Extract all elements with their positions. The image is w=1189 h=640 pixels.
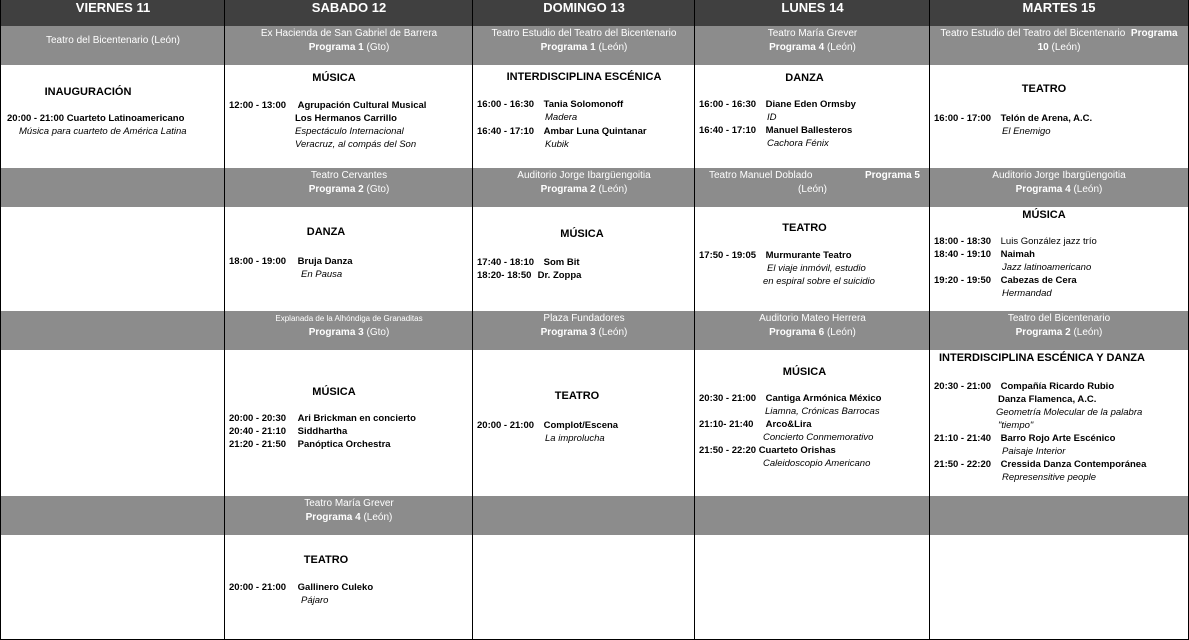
event-desc: Madera	[545, 112, 578, 123]
event-name: Dr. Zoppa	[537, 270, 582, 281]
day-header: DOMINGO 13	[473, 0, 695, 26]
program-city: (León)	[360, 512, 393, 523]
day-header: SABADO 12	[225, 0, 473, 26]
event-desc: En Pausa	[301, 269, 343, 280]
venue-name: Auditorio Jorge Ibargüengoitia	[517, 170, 651, 181]
day-header: MARTES 15	[930, 0, 1188, 26]
event-item	[934, 458, 1146, 484]
genre-label: TEATRO	[554, 390, 600, 402]
event-item	[934, 380, 1142, 432]
event-time: 21:50 - 22:20	[699, 445, 757, 456]
venue-name: Teatro Estudio del Teatro del Bicentenario	[940, 28, 1126, 39]
program-city: (León)	[1070, 327, 1103, 338]
venue-header	[473, 168, 695, 207]
event-desc: Pájaro	[301, 595, 329, 606]
event-time: 17:40 - 18:10	[477, 257, 535, 268]
event-time: 17:50 - 19:05	[699, 250, 757, 261]
event-item	[699, 249, 875, 288]
venue-header	[930, 26, 1188, 65]
venue-name: Ex Hacienda de San Gabriel de Barrera	[260, 28, 438, 39]
event-item	[699, 124, 852, 150]
venue-header-empty	[1, 311, 225, 350]
event-desc: Represensitive people	[1002, 472, 1097, 483]
event-name: Cantiga Armónica México	[765, 393, 882, 404]
event-desc: Hermandad	[1002, 288, 1052, 299]
program-number: Programa 2	[540, 184, 596, 195]
event-time: 20:00 - 21:00	[7, 113, 65, 124]
event-desc: Veracruz, al compás del Son	[295, 139, 417, 150]
program-city: (León)	[1070, 184, 1103, 195]
venue-header	[473, 311, 695, 350]
event-item	[477, 269, 581, 282]
event-item	[934, 274, 1077, 300]
program-city: (León)	[595, 42, 628, 53]
event-time: 18:00 - 18:30	[934, 236, 992, 247]
event-desc: Concierto Conmemorativo	[763, 432, 874, 443]
venue-header	[473, 26, 695, 65]
event-desc: Geometría Molecular de la palabra	[996, 407, 1143, 418]
program-number: Programa 3	[308, 327, 364, 338]
venue-header	[930, 311, 1188, 350]
event-time: 16:00 - 16:30	[477, 99, 535, 110]
genre-label: MÚSICA	[1022, 209, 1066, 221]
program-city: (Gto)	[363, 42, 390, 53]
venue-header-empty	[473, 496, 695, 535]
genre-label: DANZA	[306, 226, 346, 238]
day-column-lunes	[694, 0, 930, 640]
day-column-domingo	[472, 0, 695, 640]
event-item	[934, 432, 1115, 458]
program-number: Programa 1	[540, 42, 596, 53]
event-time: 21:10 - 21:40	[934, 433, 992, 444]
event-name: Telón de Arena, A.C.	[1000, 113, 1093, 124]
event-time: 21:20 - 21:50	[229, 439, 287, 450]
event-time: 19:20 - 19:50	[934, 275, 992, 286]
event-name: Complot/Escena	[543, 420, 619, 431]
event-time: 16:40 - 17:10	[477, 126, 535, 137]
program-city: (León)	[1048, 42, 1081, 53]
program-number: Programa 2	[1015, 327, 1071, 338]
event-item	[229, 438, 391, 451]
event-desc: ID	[767, 112, 777, 123]
event-time: 21:10- 21:40	[699, 419, 754, 430]
venue-header	[1, 26, 225, 65]
event-name: Tania Solomonoff	[543, 99, 624, 110]
genre-label: MÚSICA	[312, 386, 356, 398]
program-city: (León)	[798, 184, 827, 195]
event-item	[229, 425, 347, 438]
program-number: Programa 5	[864, 170, 920, 181]
event-desc: La improlucha	[545, 433, 605, 444]
event-name-line2: Los Hermanos Carrillo	[295, 113, 397, 124]
event-name: Agrupación Cultural Musical	[297, 100, 427, 111]
program-city: (Gto)	[363, 327, 390, 338]
event-time: 18:20- 18:50	[477, 270, 532, 281]
program-city: (León)	[824, 42, 856, 53]
genre-label: DANZA	[785, 72, 824, 84]
day-column-viernes	[0, 0, 225, 640]
program-number: Programa 3	[540, 327, 596, 338]
event-desc: Liamna, Crónicas Barrocas	[765, 406, 880, 417]
event-item	[7, 112, 187, 138]
event-time: 16:00 - 16:30	[699, 99, 757, 110]
event-time: 21:50 - 22:20	[934, 459, 992, 470]
event-time: 20:00 - 20:30	[229, 413, 287, 424]
venue-header	[225, 168, 473, 207]
program-city: (León)	[595, 184, 628, 195]
event-desc: Música para cuarteto de América Latina	[19, 126, 187, 137]
event-desc: Caleidoscopio Americano	[763, 458, 871, 469]
event-time: 20:30 - 21:00	[934, 381, 992, 392]
event-time: 16:00 - 17:00	[934, 113, 992, 124]
event-desc: "tiempo"	[998, 420, 1034, 431]
event-name: Compañía Ricardo Rubio	[1000, 381, 1115, 392]
event-name: Cuarteto Latinoamericano	[66, 113, 185, 124]
event-item	[229, 581, 373, 607]
event-item	[229, 412, 416, 425]
program-number: Programa 1	[308, 42, 364, 53]
event-name: Ambar Luna Quintanar	[543, 126, 647, 137]
event-name: Bruja Danza	[297, 256, 353, 267]
venue-name: Auditorio Mateo Herrera	[759, 313, 866, 324]
event-time: 18:40 - 19:10	[934, 249, 992, 260]
event-item	[477, 125, 647, 151]
event-desc: Paisaje Interior	[1002, 446, 1066, 457]
venue-header	[225, 496, 473, 535]
day-column-sabado	[224, 0, 473, 640]
event-time: 20:30 - 21:00	[699, 393, 757, 404]
venue-name: Teatro María Grever	[767, 28, 858, 39]
event-name: Cuarteto Orishas	[758, 445, 836, 456]
event-item	[229, 255, 353, 281]
event-name: Naimah	[1000, 249, 1035, 260]
venue-name: Plaza Fundadores	[543, 313, 625, 324]
venue-name: Teatro Estudio del Teatro del Bicentenario	[491, 28, 677, 39]
venue-header-empty	[1, 496, 225, 535]
program-number: Programa 4	[769, 42, 825, 53]
event-item	[477, 419, 618, 445]
genre-label: INTERDISCIPLINA ESCÉNICA Y DANZA	[939, 352, 1145, 364]
venue-name: Teatro María Grever	[304, 498, 394, 509]
venue-header	[225, 311, 473, 350]
event-name: Murmurante Teatro	[765, 250, 852, 261]
event-item	[699, 418, 873, 444]
venue-name: Teatro del Bicentenario (León)	[46, 35, 180, 46]
genre-label: MÚSICA	[312, 72, 356, 84]
event-desc: El viaje inmóvil, estudio	[767, 263, 866, 274]
venue-name: Auditorio Jorge Ibargüengoitia	[992, 170, 1126, 181]
event-desc: El Enemigo	[1002, 126, 1051, 137]
event-time: 20:00 - 21:00	[477, 420, 535, 431]
event-item	[229, 99, 426, 151]
genre-label: TEATRO	[303, 554, 349, 566]
event-time: 12:00 - 13:00	[229, 100, 287, 111]
genre-label: INAUGURACIÓN	[44, 86, 132, 98]
day-column-martes	[929, 0, 1189, 640]
venue-name: Explanada de la Alhóndiga de Granaditas	[275, 314, 423, 323]
event-desc: Espectáculo Internacional	[295, 126, 404, 137]
program-number: Programa 4	[1015, 184, 1071, 195]
venue-header	[225, 26, 473, 65]
event-desc: Jazz latinoamericano	[1002, 262, 1092, 273]
program-number: Programa 6	[769, 327, 825, 338]
event-name-line2: Danza Flamenca, A.C.	[998, 394, 1097, 405]
event-item	[477, 98, 623, 124]
event-item	[934, 248, 1091, 274]
program-city: (León)	[824, 327, 856, 338]
event-time: 16:40 - 17:10	[699, 125, 757, 136]
event-item	[699, 98, 856, 124]
event-name: Gallinero Culeko	[297, 582, 374, 593]
venue-name: Teatro del Bicentenario	[1007, 313, 1111, 324]
day-header: VIERNES 11	[1, 0, 225, 26]
event-name: Panóptica Orchestra	[297, 439, 391, 450]
venue-header-empty	[695, 496, 930, 535]
event-name: Cressida Danza Contemporánea	[1000, 459, 1147, 470]
venue-header	[695, 26, 930, 65]
event-name: Arco&Lira	[765, 419, 812, 430]
event-time: 18:00 - 19:00	[229, 256, 287, 267]
venue-header-empty	[930, 496, 1188, 535]
genre-label: INTERDISCIPLINA ESCÉNICA	[506, 71, 662, 83]
venue-name: Teatro Cervantes	[310, 170, 388, 181]
event-item	[934, 112, 1092, 138]
event-name: Cabezas de Cera	[1000, 275, 1077, 286]
program-number: 10	[1037, 42, 1049, 53]
genre-label: TEATRO	[782, 222, 827, 234]
program-city: (León)	[595, 327, 628, 338]
event-name: Ari Brickman en concierto	[297, 413, 416, 424]
genre-label: MÚSICA	[560, 228, 604, 240]
venue-header-empty	[1, 168, 225, 207]
program-label: Programa	[1130, 28, 1178, 39]
event-desc: en espiral sobre el suicidio	[763, 276, 875, 287]
program-number: Programa 2	[308, 184, 364, 195]
venue-header	[695, 168, 930, 207]
venue-header	[695, 311, 930, 350]
event-item	[934, 235, 1097, 248]
day-header: LUNES 14	[695, 0, 930, 26]
venue-name: Teatro Manuel Doblado	[709, 170, 813, 181]
event-name: Luis González jazz trío	[1000, 236, 1097, 247]
event-desc: Cachora Fénix	[767, 138, 829, 149]
event-desc: Kubik	[545, 139, 569, 150]
venue-header	[930, 168, 1188, 207]
event-item	[699, 392, 881, 418]
event-name: Barro Rojo Arte Escénico	[1000, 433, 1116, 444]
event-item	[477, 256, 580, 269]
event-time: 20:00 - 21:00	[229, 582, 287, 593]
event-name: Som Bit	[543, 257, 580, 268]
event-item	[699, 444, 870, 470]
genre-label: TEATRO	[1021, 83, 1067, 95]
genre-label: MÚSICA	[782, 366, 827, 378]
event-name: Siddhartha	[297, 426, 348, 437]
program-city: (Gto)	[363, 184, 390, 195]
program-number: Programa 4	[305, 512, 361, 523]
event-time: 20:40 - 21:10	[229, 426, 287, 437]
event-name: Manuel Ballesteros	[765, 125, 853, 136]
event-name: Diane Eden Ormsby	[765, 99, 856, 110]
